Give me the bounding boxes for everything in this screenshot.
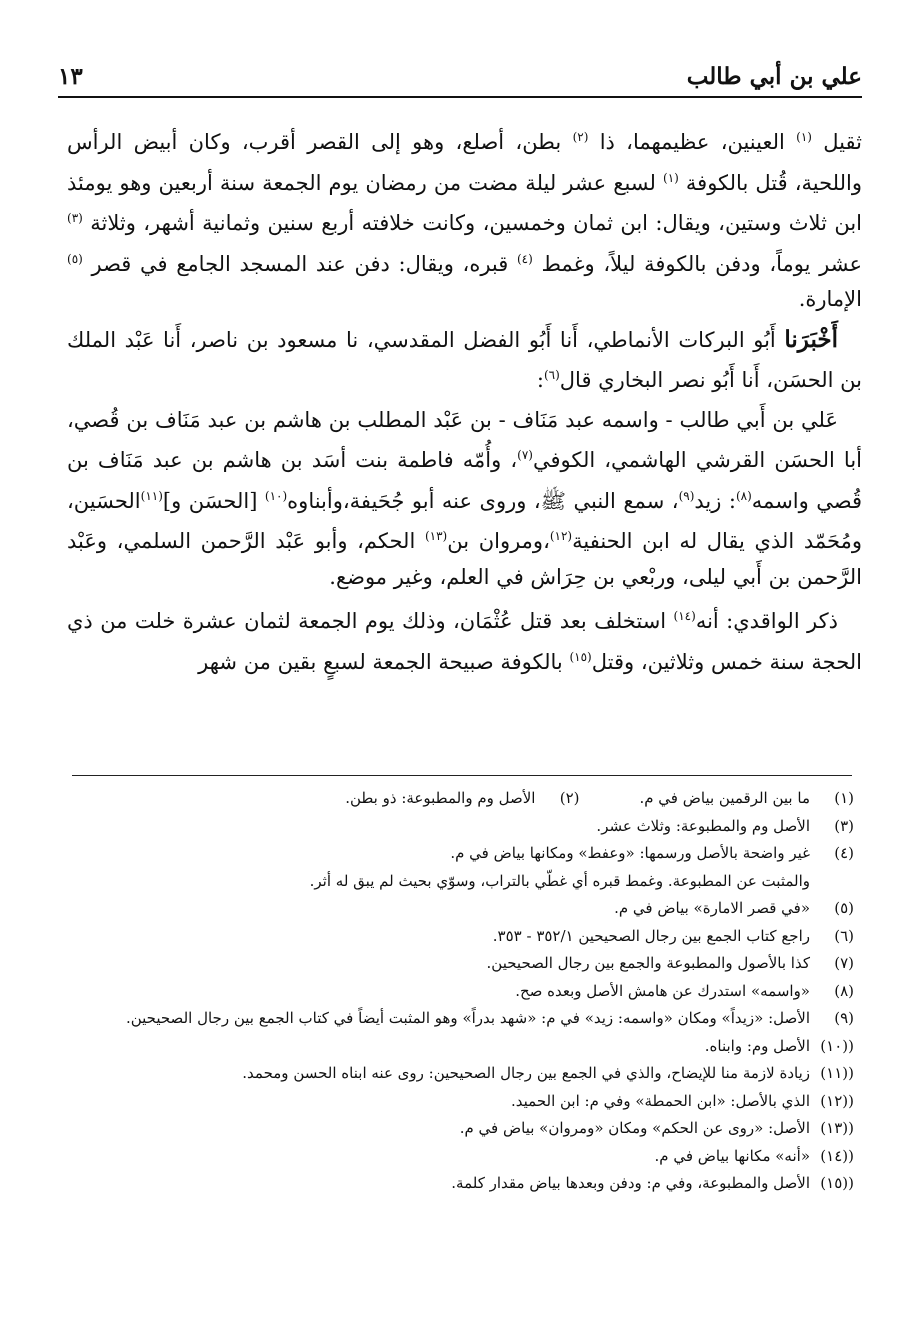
footnote-2: (٢) الأصل وم والمطبوعة: ذو بطن. <box>345 789 580 807</box>
footnote-4: (٤) غير واضحة بالأصل ورسمها: «وعفط» ومكانها بياض في م. <box>450 844 854 862</box>
paragraph-description: ثقيل $^{(١)}$ العينين، عظيمهما، ذا $^{(٢)}$ بطن، أصلع، وهو إلى القصر أقرب، وكان أبيض الرأس واللحية، قُتل بالكوفة $^{(١)}$ لسبع عشر ليلة مضت من رمضان يوم الجمعة سنة أربعين وهو يومئذ ابن ثلاث وستين، ويقال: ابن ثمان وخمسين، وكانت خلافته أربع سنين وثمانية أشهر، وثلاثة $^{(٣)}$ عشر يوماً، ودفن بالكوفة ليلاً، وغمط $^{(٤)}$ قبره، ويقال: دفن عند المسجد الجامع في قصر $^{(٥)}$ الإمارة. <box>67 130 863 311</box>
akhbarana-lead: أَخْبَرَنا <box>784 325 838 353</box>
footnote-10: ((١٠) الأصل وم: وابناه. <box>704 1036 854 1055</box>
footnote-13: ((١٣) الأصل: «روى عن الحكم» ومكان «ومروان» بياض في م. <box>459 1119 854 1137</box>
running-head <box>58 54 862 90</box>
footnote-14: ((١٤) «أنه» مكانها بياض في م. <box>654 1146 854 1165</box>
page-number: ١٣ <box>58 63 83 90</box>
footnote-ref: (١) <box>796 130 812 144</box>
footnote-3: (٣) الأصل وم والمطبوعة: وثلاث عشر. <box>596 816 854 835</box>
footnote-ref: (١٠) <box>264 488 288 503</box>
footnote-pair <box>54 785 854 813</box>
footnote-4-continuation: والمثبت عن المطبوعة. وغمط قبره أي غطّي بالتراب، وسوّي بحيث لم يبق له أثر. <box>309 871 810 890</box>
footnote-1: (١) ما بين الرقمين بياض في م. <box>639 789 854 807</box>
paragraph-biography: عَلي بن أَبي طالب - واسمه عبد مَنَاف - بن عَبْد المطلب بن هاشم بن عبد مَنَاف بن قُصي، أبا الحسَن القرشي الهاشمي، الكوفي$^{(٧)}$، وأُمّه فاطمة بنت أسَد بن هاشم بن عبد مَنَاف بن قُصي واسمه$^{(٨)}$: زيد$^{(٩)}$، سمع النبي ﷺ، وروى عنه أبو جُحَيفة،وأبناوه$^{(١٠)}$ [الحسَن و]$^{(١١)}$الحسَين، ومُحَمّد الذي يقال له ابن الحنفية$^{(١٢)}$،ومروان بن$^{(١٣)}$ الحكم، وأبو عَبْد الرَّحمن السلمي، وعَبْد الرَّحمن بن أَبي ليلى، وربْعي بن حِرَاش في العلم، وغير موضع. <box>67 407 863 589</box>
header-rule <box>58 96 862 98</box>
footnote-12: ((١٢) الذي بالأصل: «ابن الحمطة» وفي م: ابن الحميد. <box>510 1091 854 1110</box>
footnote-ref: (٩) <box>678 488 695 503</box>
footnote-rule <box>72 775 852 776</box>
footnote-ref: (١٣) <box>424 529 448 543</box>
footnote-ref: (٥) <box>67 251 83 266</box>
main-text <box>67 120 862 684</box>
footnote-ref: (١٢) <box>549 529 573 543</box>
footnote-15: ((١٥) الأصل والمطبوعة، وفي م: ودفن وبعدها بياض مقدار كلمة. <box>451 1174 854 1192</box>
footnotes <box>54 785 854 1198</box>
footnote-6: (٦) راجع كتاب الجمع بين رجال الصحيحين ٣٥٢/١ - ٣٥٣. <box>492 926 854 945</box>
footnote-7: (٧) كذا بالأصول والمطبوعة والجمع بين رجال الصحيحين. <box>486 954 854 972</box>
footnote-ref: (٤) <box>516 251 533 266</box>
running-title: علي بن أبي طالب <box>686 63 862 90</box>
footnote-9: (٩) الأصل: «زيداً» ومكان «واسمه: زيد» في م: «شهد بدراً» وهو المثبت أيضاً في كتاب الجمع بين رجال الصحيحين. <box>125 1009 854 1027</box>
footnote-8: (٨) «واسمه» استدرك عن هامش الأصل وبعده صح. <box>515 981 854 1000</box>
footnote-ref: (١) <box>663 170 679 185</box>
footnote-ref: (٧) <box>517 448 533 462</box>
paragraph-waqidi: ذكر الواقدي: أنه$^{(١٤)}$ استخلف بعد قتل عُثْمَان، وذلك يوم الجمعة لثمان عشرة خلت من ذي الحجة سنة خمس وثلاثين، وقتل$^{(١٥)}$ بالكوفة صبيحة الجمعة لسبعٍ بقين من شهر <box>67 609 862 674</box>
footnote-ref: (١١) <box>140 488 163 503</box>
footnote-11: ((١١) زيادة لازمة منا للإيضاح، والذي في الجمع بين رجال الصحيحين: روى عنه ابناه الحسن ومحمد. <box>242 1064 854 1082</box>
footnote-ref: (٣) <box>67 211 83 225</box>
footnote-ref: (١٥) <box>569 649 592 664</box>
footnote-ref: (٨) <box>735 488 752 503</box>
footnote-ref: (١٤) <box>673 609 696 623</box>
footnote-5: (٥) «في قصر الامارة» بياض في م. <box>614 899 854 917</box>
paragraph-isnad: أَخْبَرَنا أَبُو البركات الأنماطي، أَنا أَبُو الفضل المقدسي، نا مسعود بن ناصر، أَنا عَبْد الملك بن الحسَن، أَنا أَبُو نصر البخاري قال$^{(٦)}$: <box>67 325 862 392</box>
footnote-ref: (٦) <box>543 368 560 382</box>
footnote-ref: (٢) <box>572 130 589 144</box>
